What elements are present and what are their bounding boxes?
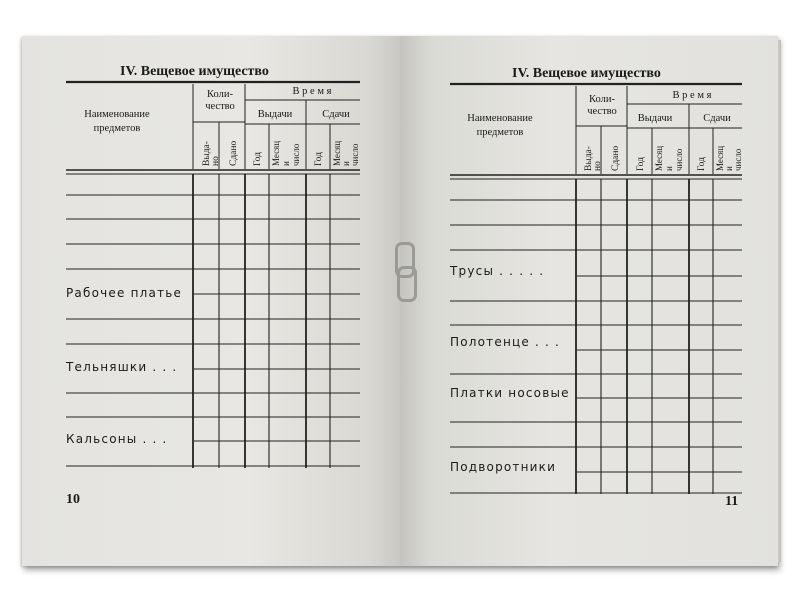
right-page-number: 11 bbox=[725, 494, 739, 509]
staple-bottom bbox=[397, 266, 417, 302]
right-page-table bbox=[400, 36, 778, 566]
issued-header-2: но bbox=[211, 156, 221, 166]
year-header: Год bbox=[253, 152, 263, 166]
open-booklet bbox=[22, 36, 778, 566]
left-page bbox=[22, 36, 400, 566]
year-header: Год bbox=[314, 152, 324, 166]
month-day-header-2: и bbox=[664, 166, 674, 171]
issue-header: Выдачи bbox=[637, 113, 673, 124]
name-header-line1: Наименование bbox=[84, 109, 150, 120]
month-day-header-2: и bbox=[724, 166, 734, 171]
month-day-header-3: число bbox=[291, 143, 301, 166]
item-label-long-johns: Кальсоны . . . bbox=[66, 432, 168, 446]
time-header: В р е м я bbox=[672, 90, 712, 101]
returned-header: Сдано bbox=[611, 145, 621, 171]
return-header: Сдачи bbox=[322, 109, 350, 120]
issued-header-2: но bbox=[593, 161, 603, 171]
item-label-towel: Полотенце . . . bbox=[450, 335, 561, 349]
item-label-work-suit: Рабочее платье bbox=[66, 286, 183, 300]
column-lines-thin bbox=[219, 174, 330, 468]
column-lines bbox=[193, 174, 306, 468]
item-label-collar-liners: Подворотники bbox=[450, 460, 557, 474]
returned-header: Сдано bbox=[229, 140, 239, 166]
name-header-line2: предметов bbox=[476, 127, 524, 138]
qty-header-line1: Коли- bbox=[589, 94, 615, 105]
month-day-header-2: и bbox=[281, 161, 291, 166]
right-page bbox=[400, 36, 778, 566]
name-header-line1: Наименование bbox=[467, 113, 533, 124]
month-day-header-1: Месяц bbox=[654, 145, 664, 171]
qty-header-line2: чество bbox=[587, 106, 617, 117]
month-day-header-1: Месяц bbox=[332, 140, 342, 166]
booklet-page-edges bbox=[778, 40, 781, 562]
issue-header: Выдачи bbox=[257, 109, 293, 120]
month-day-header-1: Месяц bbox=[271, 140, 281, 166]
item-label-handkerchiefs: Платки носовые bbox=[450, 386, 570, 400]
month-day-header-2: и bbox=[341, 161, 351, 166]
qty-header-line1: Коли- bbox=[207, 89, 233, 100]
row-lines bbox=[66, 195, 360, 466]
month-day-header-3: число bbox=[350, 143, 360, 166]
issued-header: Выда- bbox=[584, 146, 594, 171]
left-page-title: IV. Вещевое имущество bbox=[120, 64, 269, 79]
month-day-header-3: число bbox=[674, 148, 684, 171]
name-header-line2: предметов bbox=[93, 123, 141, 134]
right-page-title: IV. Вещевое имущество bbox=[512, 66, 661, 81]
time-header: В р е м я bbox=[292, 86, 332, 97]
month-day-header-1: Месяц bbox=[715, 145, 725, 171]
item-label-striped-shirts: Тельняшки . . . bbox=[66, 360, 178, 374]
year-header: Год bbox=[697, 157, 707, 171]
year-header: Год bbox=[636, 157, 646, 171]
qty-header-line2: чество bbox=[205, 101, 235, 112]
left-page-table bbox=[22, 36, 400, 566]
issued-header: Выда- bbox=[202, 141, 212, 166]
return-header: Сдачи bbox=[703, 113, 731, 124]
left-page-number: 10 bbox=[66, 492, 80, 507]
item-label-underpants: Трусы . . . . . bbox=[450, 264, 545, 278]
month-day-header-3: число bbox=[733, 148, 743, 171]
